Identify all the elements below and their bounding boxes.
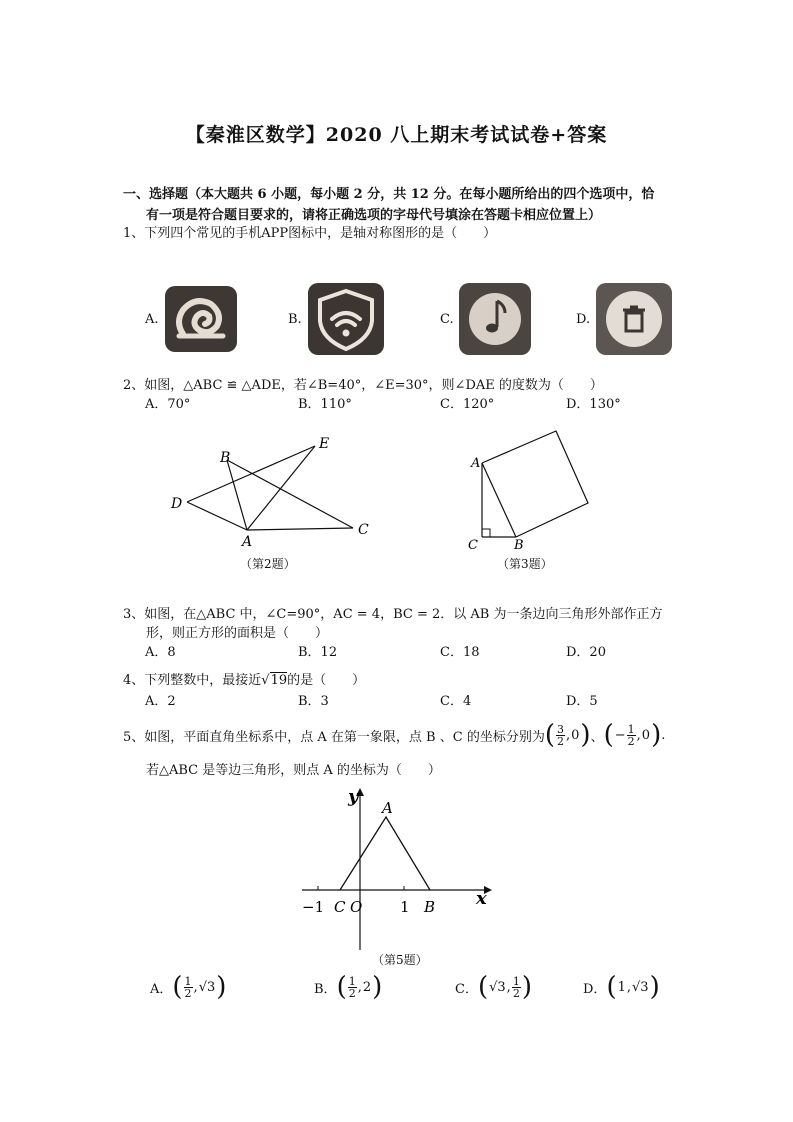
label-c: C bbox=[334, 898, 346, 916]
coord-c-sign: − bbox=[614, 727, 626, 743]
coord-b-y: 0 bbox=[571, 727, 580, 743]
wifi-shield-icon bbox=[308, 283, 384, 355]
y-axis-label: y bbox=[348, 786, 359, 807]
frac-num: 1 bbox=[184, 974, 192, 988]
q5-option-c: C． ( √3 , $\frac{1}{2}$ ) bbox=[455, 972, 532, 1002]
q5-stem-line2: 若△ABC 是等边三角形，则点 A 的坐标为（ ） bbox=[146, 763, 441, 778]
coord-c: ( − $\frac{1}{2}$ , 0 ) bbox=[603, 720, 662, 750]
tick-label-pos1: 1 bbox=[400, 898, 410, 916]
q2-option-c: C．120° bbox=[440, 397, 495, 412]
coord-x: √3 bbox=[489, 979, 506, 995]
frac-den: 2 bbox=[348, 986, 356, 1000]
option-label: A． bbox=[150, 981, 173, 997]
trash-can-icon bbox=[596, 283, 672, 355]
coord-c-y: 0 bbox=[641, 727, 651, 743]
segment-ac bbox=[247, 528, 353, 530]
q3-stem-line2: 形，则正方形的面积是（ ） bbox=[146, 626, 329, 641]
q1-stem: 1、下列四个常见的手机APP图标中，是轴对称图形的是（ ） bbox=[123, 226, 497, 241]
label-b: B bbox=[514, 538, 524, 553]
segment-bc bbox=[227, 460, 353, 528]
right-angle-mark bbox=[482, 529, 490, 537]
q4-stem-pre: 4、下列整数中，最接近 bbox=[123, 673, 262, 688]
section-heading-line2: 有一项是符合题目要求的，请将正确选项的字母代号填涂在答题卡相应位置上） bbox=[146, 208, 602, 223]
label-b: B bbox=[220, 450, 231, 466]
section-heading-line1: 一、选择题（本大题共 6 小题，每小题 2 分，共 12 分。在每小题所给出的四个选项中，恰 bbox=[123, 187, 655, 202]
x-axis-label: x bbox=[476, 888, 487, 909]
q3-figure-caption: （第3题） bbox=[497, 557, 553, 571]
frac-num: 1 bbox=[512, 974, 520, 988]
segment-da bbox=[187, 502, 247, 530]
q2-option-d: D．130° bbox=[566, 397, 621, 412]
label-a: A bbox=[242, 534, 253, 550]
segment-ae bbox=[247, 446, 315, 530]
coord-c-den: 2 bbox=[627, 734, 635, 748]
segment-ab bbox=[482, 463, 516, 537]
segment-de bbox=[187, 446, 315, 502]
triangle-abc bbox=[340, 817, 430, 890]
frac-num: 1 bbox=[348, 974, 356, 988]
frac-den: 2 bbox=[512, 986, 520, 1000]
sqrt-sign: √ bbox=[261, 673, 270, 688]
q4-option-d: D．5 bbox=[566, 694, 598, 709]
coord-x: 1 bbox=[617, 979, 626, 995]
q5-option-d: D． ( 1 , √3 ) bbox=[583, 972, 660, 1002]
q3-option-c: C．18 bbox=[440, 645, 480, 660]
q1-option-d-label: D. bbox=[576, 312, 591, 327]
label-origin: O bbox=[350, 898, 363, 916]
q4-option-c: C．4 bbox=[440, 694, 472, 709]
coord-b-den: 2 bbox=[556, 734, 564, 748]
q5-stem-line1 bbox=[123, 720, 665, 750]
q4-option-b: B．3 bbox=[298, 694, 329, 709]
q2-figure-caption: （第2题） bbox=[240, 557, 296, 571]
q3-option-d: D．20 bbox=[566, 645, 606, 660]
snail-shell-icon bbox=[165, 286, 237, 352]
q4-radicand: 19 bbox=[270, 673, 288, 688]
coord-y: √3 bbox=[198, 979, 216, 995]
page-title: 【秦淮区数学】2020 八上期末考试试卷+答案 bbox=[185, 124, 608, 146]
q2-option-b: B．110° bbox=[298, 397, 352, 412]
q5-stem-end: . bbox=[661, 727, 666, 743]
tick-label-neg1: −1 bbox=[302, 898, 325, 916]
label-e: E bbox=[319, 436, 330, 452]
q1-option-c-label: C. bbox=[440, 312, 454, 327]
q5-figure-caption: （第5题） bbox=[372, 953, 428, 967]
square-outline bbox=[482, 431, 588, 537]
coord-b: ( $\frac{3}{2}$ , 0 ) bbox=[544, 720, 591, 750]
label-b: B bbox=[424, 898, 436, 916]
music-note-icon bbox=[459, 283, 531, 355]
q5-figure bbox=[298, 780, 498, 955]
q5-option-a: A． ( $\frac{1}{2}$ , √3 ) bbox=[150, 972, 227, 1002]
q2-option-a: A．70° bbox=[145, 397, 191, 412]
option-label: C． bbox=[455, 981, 478, 997]
option-label: B． bbox=[314, 981, 337, 997]
coord-y: 2 bbox=[362, 979, 372, 995]
q4-stem bbox=[123, 669, 365, 688]
label-c: C bbox=[358, 522, 369, 538]
q4-stem-post: 的是（ ） bbox=[287, 673, 366, 688]
q4-option-a: A．2 bbox=[145, 694, 176, 709]
label-d: D bbox=[171, 496, 183, 512]
q3-option-b: B．12 bbox=[298, 645, 338, 660]
q1-option-b-label: B. bbox=[288, 312, 302, 327]
coord-c-num: 1 bbox=[627, 722, 635, 736]
q5-stem-pre: 5、如图，平面直角坐标系中，点 A 在第一象限，点 B 、C 的坐标分别为 bbox=[123, 729, 545, 745]
q3-option-a: A．8 bbox=[145, 645, 176, 660]
q2-figure bbox=[165, 430, 385, 550]
label-c: C bbox=[468, 538, 478, 553]
q3-figure bbox=[462, 425, 602, 555]
q3-stem-line1: 3、如图，在△ABC 中，∠C=90°，AC = 4，BC = 2．以 AB 为一条边向三角形外部作正方 bbox=[123, 607, 663, 622]
label-a: A bbox=[382, 799, 393, 817]
option-label: D． bbox=[583, 981, 607, 997]
q2-stem: 2、如图，△ABC ≌ △ADE，若∠B=40°，∠E=30°，则∠DAE 的度数为（ ） bbox=[123, 378, 603, 393]
label-a: A bbox=[471, 456, 481, 471]
q5-option-b: B． ( $\frac{1}{2}$ , 2 ) bbox=[314, 972, 383, 1002]
coord-b-num: 3 bbox=[556, 722, 564, 736]
q1-option-a-label: A. bbox=[145, 312, 159, 327]
frac-den: 2 bbox=[184, 986, 192, 1000]
coord-y: √3 bbox=[632, 979, 649, 995]
segment-ba bbox=[227, 460, 247, 530]
q5-sep: 、 bbox=[590, 729, 604, 745]
